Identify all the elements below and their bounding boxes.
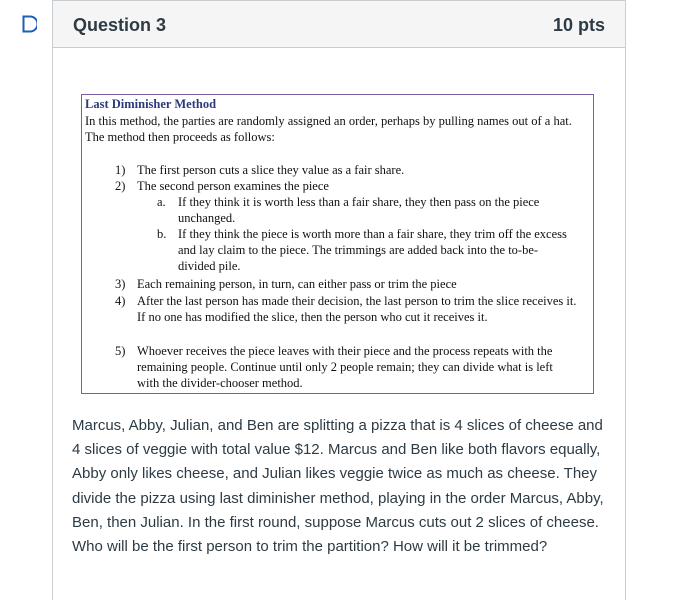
method-title: Last Diminisher Method <box>85 97 217 111</box>
substep-letter: b. <box>157 227 167 241</box>
step-number: 4) <box>115 294 126 308</box>
step-text: The first person cuts a slice they value as a fair share. <box>137 163 405 177</box>
step-number: 5) <box>115 344 126 358</box>
step-text: After the last person has made their decision, the last person to trim the slice receives it. If no one has modified the slice, then the person who cut it receives it. <box>137 294 577 324</box>
step-text: The second person examines the piece <box>137 179 329 193</box>
substep-text: If they think the piece is worth more than a fair share, they trim off the excess and lay claim to the piece. The trimmings are added back into the to-be-divided pile. <box>178 227 567 273</box>
step-text: Whoever receives the piece leaves with their piece and the process repeats with the remaining people. Continue until only 2 people remain; they can divide what is left with the divider-chooser method. <box>137 344 553 390</box>
question-points: 10 pts <box>552 15 605 35</box>
step-number: 1) <box>115 163 126 177</box>
flag-question-icon[interactable] <box>22 15 37 33</box>
step-number: 3) <box>115 277 126 291</box>
step-number: 2) <box>115 179 126 193</box>
substep-text: If they think it is worth less than a fair share, they then pass on the piece unchanged. <box>178 195 540 225</box>
step-text: Each remaining person, in turn, can either pass or trim the piece <box>137 277 457 291</box>
substep-letter: a. <box>157 195 166 209</box>
question-title: Question 3 <box>73 15 167 35</box>
question-header <box>53 1 625 48</box>
method-description-box <box>81 94 594 394</box>
problem-text: Marcus, Abby, Julian, and Ben are splitting a pizza that is 4 slices of cheese and 4 slices of veggie with total value $12. Marcus and Ben like both flavors equally, Abby only likes cheese, and Julian likes veggie twice as much as cheese. They divide the pizza using last diminisher method, playing in the order Marcus, Abby, Ben, then Julian. In the first round, suppose Marcus cuts out 2 slices of cheese. Who will be the first person to trim the partition? How will it be trimmed? <box>72 417 604 556</box>
method-intro: In this method, the parties are randomly assigned an order, perhaps by pulling names out of a hat. The method then proceeds as follows: <box>85 114 572 144</box>
